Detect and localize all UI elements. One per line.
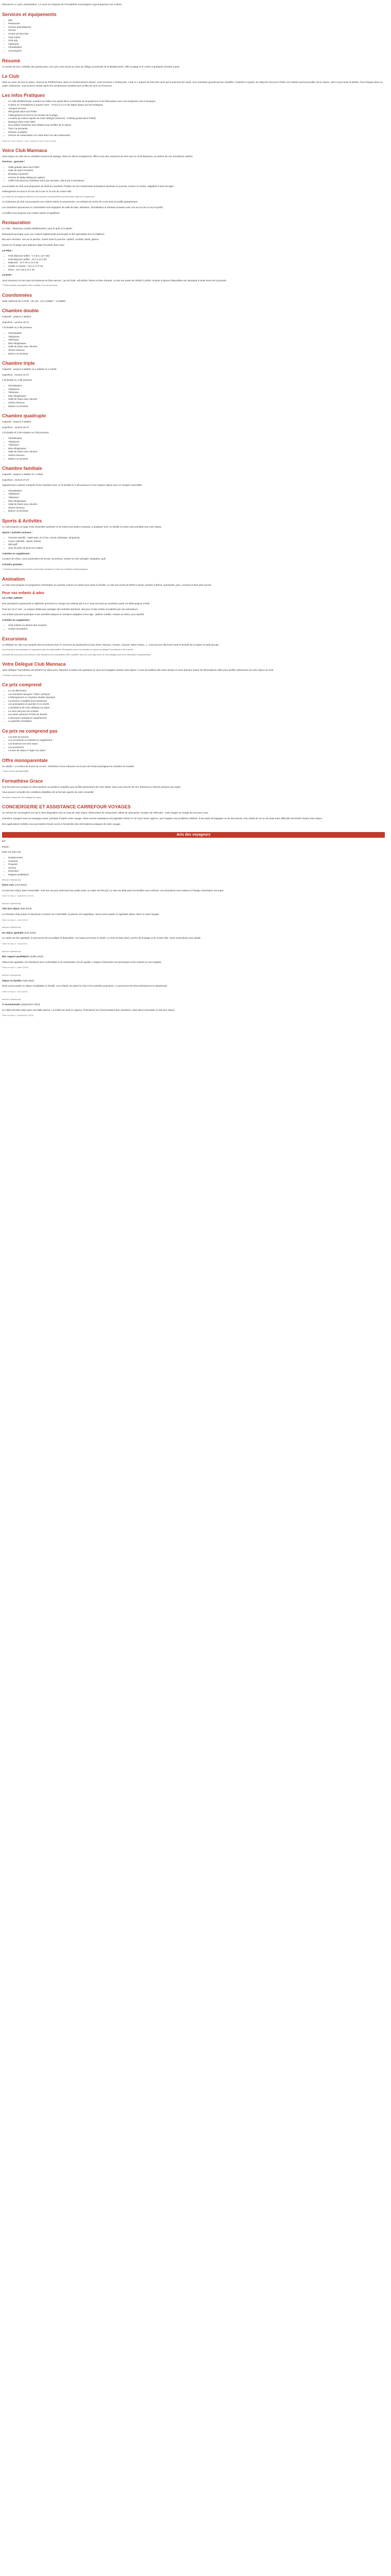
review-item xyxy=(2,974,385,993)
animation-sub: LE LYRIO JUNIOR xyxy=(2,597,23,600)
list-item: • Propreté xyxy=(8,863,385,867)
review-item xyxy=(2,951,385,969)
voice-title: Voice Club Mannaca xyxy=(2,147,47,153)
list-item: • Service de restauration à la carte dans l'un des restaurants xyxy=(8,134,385,138)
list-item: • Cuisine (cf. Prestations) à travers notre - 70 km (1 à 2 h de trajet) cliquer sur les boutiques xyxy=(8,104,385,107)
formule-paragraph: Vous pouvez consulter les conditions détaillées de la formule auprès de votre conseiller. xyxy=(2,791,94,794)
voice-paragraph: Hébergement en bord à 10 min de la mer et 15 min du centre-ville. xyxy=(2,190,72,193)
sports-text: Le club propose un large choix d'activités sportives et de loisirs pour petits et grands, à pratiquer seul, en famille ou entre amis pendant tout votre séjour. xyxy=(2,526,162,529)
review-date: (Mai 2023) xyxy=(20,907,32,910)
review-meta: Avis sur 5 (terrain du) xyxy=(2,974,21,977)
animation-list xyxy=(8,624,385,631)
review-stay-date: Date du séjour : août (2023) xyxy=(2,990,28,993)
room-desc: 1 lit double ou 3 lits jumeaux xyxy=(2,379,32,382)
list-item: • Téléphone xyxy=(8,335,385,339)
list-item: • Tout à la demande xyxy=(8,127,385,131)
voice-label: Services : gourmet * xyxy=(2,160,25,163)
list-item: • Mini-réfrigérateur xyxy=(8,447,385,451)
list-item: • Balcon ou terrasse xyxy=(8,457,385,461)
resto-bar-label: LE BAR * xyxy=(2,274,13,277)
room-equipment-list xyxy=(8,437,385,461)
delegue-small: * Horaires communiqués sur place. xyxy=(2,674,33,676)
sports-list xyxy=(8,536,385,550)
list-item: • Salle de bains avec douche xyxy=(8,398,385,401)
list-item: • Aéroport de Nice xyxy=(8,107,385,111)
list-item: • Balcon ou terrasse xyxy=(8,510,385,513)
excursions-text: Le délégué du club vous propose des excursions avec le concours de partenaires locaux (Nice, Monaco, Grasse, Cannes, Saint-Tropez...) ; vous pouvez découvrir toute la beauté de la région en petit groupe. xyxy=(2,643,220,646)
list-item: • Mini-réfrigérateur xyxy=(8,395,385,398)
review-text: Nous avons passé un séjour inoubliable en famille. Les enfants ont adoré le club et les activités proposées. Le personnel est très professionnel et attentionné. xyxy=(2,985,168,988)
voice-paragraph: Le restaurant du club vous propose une cuisine variée et savoureuse. Les enfants de moins de 4 ans sont accueillis gratuitement. xyxy=(2,200,138,204)
review-date: (Juillet 2023) xyxy=(29,955,43,958)
option-text: Un adulte + un enfant de moins de 12 ans : bénéficiez d'une réduction sur le prix de l'enfant partageant la chambre de l'adulte. xyxy=(2,765,135,768)
list-item: • Mini-golf xyxy=(8,543,385,547)
list-item: • Téléphone xyxy=(8,388,385,392)
resto-paragraph: Bar avec terrasse, vue sur la piscine, ouvert toute la journée. Apéritif, cocktail, snack, glaces. xyxy=(2,238,100,241)
room-block xyxy=(2,413,385,461)
list-item: • Club enfants en dehors des horaires xyxy=(8,624,385,628)
list-item: • Les excursions et activités en supplément xyxy=(8,739,385,742)
list-item: • Hébergement en bord à 10 minutes de la plage xyxy=(8,114,385,117)
reviews-categories xyxy=(8,856,385,877)
room-desc: 1 lit double et 2 lits simples ou 4 lits jumeaux xyxy=(2,431,49,434)
review-date: (Avril 2023) xyxy=(14,883,27,886)
review-title: Bon rapport qualité/prix xyxy=(2,955,29,958)
coord-title: Coordonnées xyxy=(2,292,32,298)
list-item: • Sèche-cheveux xyxy=(8,454,385,457)
resto-small: * Tarifs indicatifs susceptibles d'être modifiés. Prix par personne. xyxy=(2,284,58,287)
review-text: La chambre était propre et spacieuse, la literie est confortable, la piscine est magnifique. Nous avons passé un agréable séjour. Merci à toute l'équipe. xyxy=(2,912,160,916)
review-stay-date: Date du séjour : mai (2023) xyxy=(2,942,27,945)
list-item: • Restaurant xyxy=(8,22,385,26)
room-title: Chambre quadruple xyxy=(2,413,46,419)
list-item: • Centre de bien-être xyxy=(8,32,385,36)
concierge-title: CONCIERGERIE ET ASSISTANCE CARREFOUR VOYAGES xyxy=(2,804,131,810)
room-desc: Appartement 2 pièces composé d'une chambre avec un lit double ou 2 lits jumeaux et d'un espace séjour avec un canapé convertible xyxy=(2,484,142,487)
list-item: • Climatisation xyxy=(8,46,385,49)
list-item: • Télévision xyxy=(8,43,385,46)
club-title: Le Club xyxy=(2,74,19,79)
review-title: À recommander xyxy=(2,1003,20,1006)
resume-text: Le terrain de tout 1 hôtelier des grands pins, Les Lyrio vous reçoit au cœur du village à proximité de la Méditerranée, offre la plage et le centre à quelques minutes à pied. xyxy=(2,65,180,68)
voice-paragraph: Les chambres spacieuses et confortables sont équipées de salle de bain, télévision, climatisation et terrasse privative avec vue sur la mer ou sur le jardin. xyxy=(2,206,164,209)
review-date: (Juin 2023) xyxy=(24,931,36,934)
review-text: Un très bon séjour dans l'ensemble. Très bon accueil, personnel aux petits soins, le cadre est très joli. Le club est idéal pour les familles avec enfants. Les animations sont variées et l'équipe d'animation est super. xyxy=(2,889,224,892)
review-text: Séjour très agréable, les chambres sont confortables et la restauration est de qualité. L'équipe d'animation est dynamique et les enfants se sont régalés. xyxy=(2,960,162,963)
excursions-small: Les excursions sont payantes et s'organisent selon les disponibilités. Renseignez-vous à la réception ou auprès du délégué Formathèse à votre arrivée. xyxy=(2,649,134,651)
list-item: • Jeux de plein air pour les enfants xyxy=(8,547,385,550)
list-item: • Boutique dans votre hôtel xyxy=(8,121,385,124)
sports-title: Sports & Activités xyxy=(2,518,42,524)
concierge-paragraph: Des applications mobiles vous permettent d'avoir accès à l'ensemble des informations pratiques de votre voyage. xyxy=(2,822,121,825)
list-item: • Club ado xyxy=(8,39,385,43)
club-text: Situé au cœur du tout la nature, réserve sa Perifhermane, dans un environnement arboré, vous trouverez 1 Restaurant, 1 bar et 1 espace de bien-être ainsi qu'un parcours de santé. Une animation grande piscine chauffée. 3 bassins et sports. En dépit de l'accueil à l'hôtel, les enfants pourront profiter de la nature, 100 % pour toute la famille. Pour l'équipe dans un cadre chaleureux, vous pourrez choisir parmi les nombreuses activités avec la fête de Lyrio en Provence. xyxy=(2,81,383,87)
sports-small: * Certaines activités sont soumises à réservation préalable et selon les conditions météorologiques. xyxy=(2,568,89,571)
review-title: Un séjour agréable xyxy=(2,931,24,934)
list-item: • Climatisation xyxy=(8,332,385,335)
review-item xyxy=(2,998,385,1017)
voice-small: Les chambres de catégorie différente sont soumises à disponibilité et peuvent faire l'objet d'un supplément. xyxy=(2,195,95,198)
room-block xyxy=(2,361,385,408)
list-item: • La taxe de séjour à régler sur place xyxy=(8,749,385,753)
list-item: • Télévision xyxy=(8,444,385,447)
room-capacity: Capacité : jusqu'à 4 adultes et 1 enfant xyxy=(2,473,43,476)
room-capacity: Capacité : jusqu'à 2 adultes xyxy=(2,315,31,318)
list-item: • Les animations en journée et en soirée xyxy=(8,703,385,706)
list-item: • Les taxes aéroport et frais de dossier xyxy=(8,713,385,717)
list-item: • Club enfant xyxy=(8,36,385,40)
list-item: • Sorties encadrées xyxy=(8,628,385,631)
option-small: * Sous réserve de disponibilité. xyxy=(2,770,29,773)
delegue-text: Votre délégué Formathèse est présent sur place pour répondre à toutes vos questions et vous accompagner durant votre séjour. Il vous accueillera dès votre arrivée et vous donnera toutes les informations utiles pour profiter pleinement de votre séjour au club. xyxy=(2,668,274,671)
formule-small: Inscription auprès de votre délégué sur place. xyxy=(2,796,42,799)
list-item: • Nos petites chambres sont idéales pour profiter de la nature xyxy=(8,124,385,127)
list-item: • Télévision xyxy=(8,391,385,395)
room-equipment-list xyxy=(8,489,385,513)
review-title: bien!! Avis xyxy=(2,883,14,886)
formule-title: Formathèse Grace xyxy=(2,778,43,784)
voice-paragraph: Le buffet vous propose une cuisine variée et équilibrée. xyxy=(2,211,60,214)
list-item: • Téléphone xyxy=(8,440,385,444)
list-item: • Coffre-fort dans les chambres (20 € par semaine, 250 € par 2 semaines) xyxy=(8,179,385,183)
room-equipment-list xyxy=(8,332,385,355)
services-title: Services et équipements xyxy=(2,11,57,17)
list-item: • Le vol aller/retour xyxy=(8,689,385,693)
animation-paragraph: Pour les 13-17 ans : un espace dédié pour partager des activités sportives, des jeux et des sorties encadrées par nos animateurs. xyxy=(2,607,139,611)
list-item: • Nourriture xyxy=(8,870,385,873)
review-stay-date: Date du séjour : juillet (2023) xyxy=(2,966,29,969)
review-date: (Septembre 2023) xyxy=(21,1003,40,1006)
list-item: • Télévision xyxy=(8,496,385,500)
list-item: • Service de Baby-Sitting (en option) xyxy=(8,176,385,180)
list-item: • Service xyxy=(8,867,385,870)
list-item: • Balcon ou terrasse xyxy=(8,352,385,356)
list-item: • Les boissons lors des repas xyxy=(8,742,385,746)
list-item: • Balcon ou terrasse xyxy=(8,405,385,409)
room-surface: Superficie : environ 30 m² xyxy=(2,426,29,429)
animation-paragraph: Des animateurs passionnés et diplômés prennent en charge vos enfants (de 3 à 17 ans) du lundi au vendredi à partir de 9h00 jusqu'à 17h30. xyxy=(2,602,150,605)
reviews-header-bar: Avis des voyageurs xyxy=(2,832,385,838)
list-item: • Le mini-club pour les enfants xyxy=(8,710,385,714)
review-date: (Août 2023) xyxy=(22,979,35,982)
list-item: • Service petit-déjeuner xyxy=(8,26,385,29)
list-item: • Chambre xyxy=(8,860,385,863)
concierge-paragraph: Carrefour Voyages vous accompagne avant, pendant et après votre voyage. Notre service assistance est joignable 24h/24 et 7j/7 pour toute urgence, qu'il s'agisse d'un problème médical, d'une perte de bagages ou de documents, d'un retard de vol ou de toute autre difficulté rencontrée durant votre séjour. xyxy=(2,817,323,820)
list-item: • Le Club Méditerranéen soutient au milieu d'un jardin fleuri à proximité de Roquebrune et de Plascassier avec son restaurant, bar et boutique. xyxy=(8,100,385,104)
list-item: • Les frais de service xyxy=(8,736,385,739)
room-capacity: Capacité : jusqu'à 3 adultes ou 2 adultes et 1 enfant xyxy=(2,368,57,371)
list-item: • Déjeuner : 12 h 30 à 14 h 00 xyxy=(8,261,385,265)
list-item: • Boutique souvenirs xyxy=(8,173,385,176)
list-item: • Salle gratuite dans tout l'hôtel xyxy=(8,166,385,170)
list-item: • Climatisation xyxy=(8,489,385,493)
reviews-score: 3,7 xyxy=(2,840,6,843)
list-item: • La pension complète (hors boissons) xyxy=(8,700,385,703)
excursions-title: Excursions xyxy=(2,636,27,641)
room-title: Chambre triple xyxy=(2,361,35,366)
room-surface: Superficie : environ 22 m² xyxy=(2,373,29,376)
animation-paragraph: Les enfants peuvent participer à des activités ludiques et créatives adaptées à leur âge : ateliers créatifs, chasse au trésor, jeux sportifs. xyxy=(2,613,145,616)
resto-title: Restauration xyxy=(2,220,31,226)
excursions-small: Les tarifs des excursions sont donnés à titre indicatif et sont susceptibles d'être modifiés. Merci de vous rapprocher de votre délégué pour toute information complémentaire. xyxy=(2,653,152,656)
sports-paragraph: Location de vélos, cours particuliers de tennis, excursions, sorties en mer, plongée, équitation, golf. xyxy=(2,557,106,561)
review-stay-date: Date du séjour : août (2023) xyxy=(2,918,28,921)
room-title: Chambre double xyxy=(2,308,39,314)
infos-list xyxy=(8,100,385,138)
list-item: • Climatisation xyxy=(8,437,385,440)
review-stay-date: Date du séjour : septembre (2023) xyxy=(2,894,34,897)
list-item: • Rapport qualité/prix xyxy=(8,873,385,877)
review-title: Séjour en famille xyxy=(2,979,21,982)
list-item: • Télévision xyxy=(8,338,385,342)
review-item xyxy=(2,903,385,921)
list-item: • Mini-réfrigérateur xyxy=(8,500,385,503)
resto-bar-text: Vous trouverez un bar avec les boissons en libre-service : jus de fruits, soft drinks, bières et bien d'autres. Le bar est ouvert de 10h00 à 23h00. Snacks et glaces disponibles sur demande à toute heure de la journée. xyxy=(2,279,227,282)
formule-text: Une formule tout compris en demi-pension ou pension complète pour profiter pleinement de votre séjour sans vous soucier de rien. Boissons à volonté incluses aux repas. xyxy=(2,785,181,788)
list-item: • Conciergerie xyxy=(8,49,385,53)
list-item: • Pension complète xyxy=(8,131,385,134)
sports-label: Sports / activités incluses : xyxy=(2,531,33,534)
review-meta: Avis sur 5 (terrain du) xyxy=(2,902,21,905)
list-item: • Wifi xyxy=(8,19,385,23)
infos-note: Réservez votre départ: 7 jours minimum avant votre arrivée xyxy=(2,139,57,142)
compris-title: Ce prix comprend xyxy=(2,682,42,687)
review-meta: Avis sur 5 (terrain du) xyxy=(2,950,21,953)
room-block xyxy=(2,308,385,355)
sports-sub: Activités en supplément : xyxy=(2,552,31,555)
room-capacity: Capacité : jusqu'à 4 adultes xyxy=(2,420,31,423)
services-list xyxy=(8,19,385,53)
review-meta: Avis sur 5 (terrain du) xyxy=(2,878,21,881)
room-equipment-list xyxy=(8,384,385,408)
list-item: • L'hébergement en chambre double standard xyxy=(8,696,385,700)
room-surface: Superficie : environ 37 m² xyxy=(2,478,29,481)
resume-title: Résumé xyxy=(2,58,21,63)
list-item: • Climatisation xyxy=(8,384,385,388)
list-item: • Sèche-cheveux xyxy=(8,349,385,352)
list-item: • Petit déjeuner buffet : 7 € (8 €, 12 h 00) xyxy=(8,255,385,258)
list-item: • Piscine xyxy=(8,29,385,32)
product-page xyxy=(0,0,387,1028)
review-text: Le cadre est très agréable, le personnel est accueillant et disponible. Les repas sont bons et variés. Le club est bien situé, proche de la plage et du centre-ville. Nous reviendrons avec plaisir. xyxy=(2,937,201,940)
review-stay-date: Date du séjour : septembre (2023) xyxy=(2,1014,34,1017)
resto-intro: Le Club : *Mannaca Cuisine Méditerranée* pour le goût et le plaisir. xyxy=(2,227,73,230)
review-meta: Avis sur 5 (terrain du) xyxy=(2,926,21,929)
list-item: • Petit déjeuner buffet : 14 h à 11 h 00 xyxy=(8,258,385,262)
voice-text: Votre séjour au club est un véritable moment de partage. Dans un décor exceptionnel, offrez-vous des vacances de rêve avec le Club Mannaca, au rythme de nos animations variées. xyxy=(2,155,193,158)
review-title: Très bon séjour xyxy=(2,907,20,910)
list-item: • Wifi gratuit dans tout l'hôtel xyxy=(8,110,385,114)
list-item: • Tournois sportifs : water-polo, tir à l'arc, tennis, pétanque, ping-pong xyxy=(8,536,385,540)
list-item: • Location de voiture auprès de notre délégué (réservez : Parking gratuit dans l'hôtel) xyxy=(8,117,385,121)
list-item: • Téléphone xyxy=(8,493,385,496)
noncompris-title: Ce prix ne comprend pas xyxy=(2,728,58,734)
compris-list xyxy=(8,689,385,723)
list-item: • Salle de bains avec douche xyxy=(8,450,385,454)
list-item: • Salle de bains avec douche xyxy=(8,345,385,349)
list-item: • Les transferts aéroport / hôtel / aéroport xyxy=(8,693,385,697)
voice-list xyxy=(8,166,385,183)
reviews-score-label: Moyen xyxy=(2,845,9,848)
list-item: • L'assurance assistance rapatriement xyxy=(8,717,385,720)
animation-sub2: Activités en supplément : xyxy=(2,618,31,621)
review-item xyxy=(2,879,385,897)
sports-label2: Activités gratuites xyxy=(2,563,23,566)
review-text: Un hôtel très bien situé avec une belle piscine. Le buffet est varié et copieux. Petit bémol sur l'insonorisation des chambres, mais dans l'ensemble un très bon séjour. xyxy=(2,1008,175,1011)
room-block xyxy=(2,466,385,513)
animation-title: Animation xyxy=(2,576,25,582)
review-item xyxy=(2,926,385,945)
list-item: • Les pourboires xyxy=(8,746,385,750)
list-item: • Sèche-cheveux xyxy=(8,401,385,405)
list-item: • Salle de bains avec douche xyxy=(8,503,385,506)
list-item: • Salle de sport et balnéo xyxy=(8,169,385,173)
intro-text: Découvrez Le Lyrio, présentation : Le Lyrio se compose du Formathèse Conciergerie Loge Expansion Axe Culture xyxy=(2,3,122,6)
resto-price-label: LE PRIX * xyxy=(2,249,13,252)
animation-text: Le club vous propose un programme d'animation en journée comme en soirée pour toute la famille. Le club est ouvert de 9h00 à minuit. Soirées à thème, spectacles, jeux, concerts et bien plus encore. xyxy=(2,583,212,586)
infos-title: Les infos Pratiques xyxy=(2,93,45,98)
animation-kids-title: Pour vos enfants & ados xyxy=(2,591,45,596)
list-item: • Sèche-cheveux xyxy=(8,506,385,510)
list-item: • Goûter à volonté : 16 h à 17 h 30 xyxy=(8,265,385,268)
resto-paragraph: Restaurant principal, pour une cuisine traditionnelle provençale et des spécialités d'ici et d'ailleurs. xyxy=(2,232,105,235)
concierge-text: Un service de conciergerie est mis à votre disposition tout au long de votre séjour. Réservation de restaurants, billets de spectacles, location de véhicules : notre équipe se charge de tout pour vous. xyxy=(2,811,209,815)
list-item: • Dîner : 19 h 30 à 21 h 30 xyxy=(8,268,385,272)
option-title: Offre monoparentale xyxy=(2,757,48,763)
resto-price-list xyxy=(8,255,385,272)
coord-address: 4050 AVENUE DU LYRIO - 06 110 - LE CANNET - CANNES xyxy=(2,299,66,302)
reviews-count: basé sur 425 Avis xyxy=(2,851,21,854)
room-desc: 1 lit double ou 2 lits jumeaux xyxy=(2,326,32,329)
review-meta: Avis sur 5 (terrain du) xyxy=(2,998,21,1001)
list-item: • La garantie annulation xyxy=(8,720,385,723)
room-surface: Superficie : environ 19 m² xyxy=(2,320,29,324)
list-item: • Cours collectifs : danse, fitness xyxy=(8,540,385,544)
delegue-title: Votre Délégué Club Mannaca xyxy=(2,661,66,667)
resto-paragraph: Snack sur la plage pour déjeuner léger les pieds dans l'eau. xyxy=(2,243,65,246)
voice-paragraph: Les activités du club sont proposées du lundi au vendredi. Profitez de nos nombreuses animations sportives en journée comme en soirée, adaptées à tous les âges. xyxy=(2,184,175,188)
list-item: • L'assistance de notre délégué sur place xyxy=(8,706,385,710)
noncompris-list xyxy=(8,736,385,753)
list-item: • Mini-réfrigérateur xyxy=(8,342,385,346)
room-title: Chambre familiale xyxy=(2,466,42,471)
list-item: • Emplacement xyxy=(8,856,385,860)
